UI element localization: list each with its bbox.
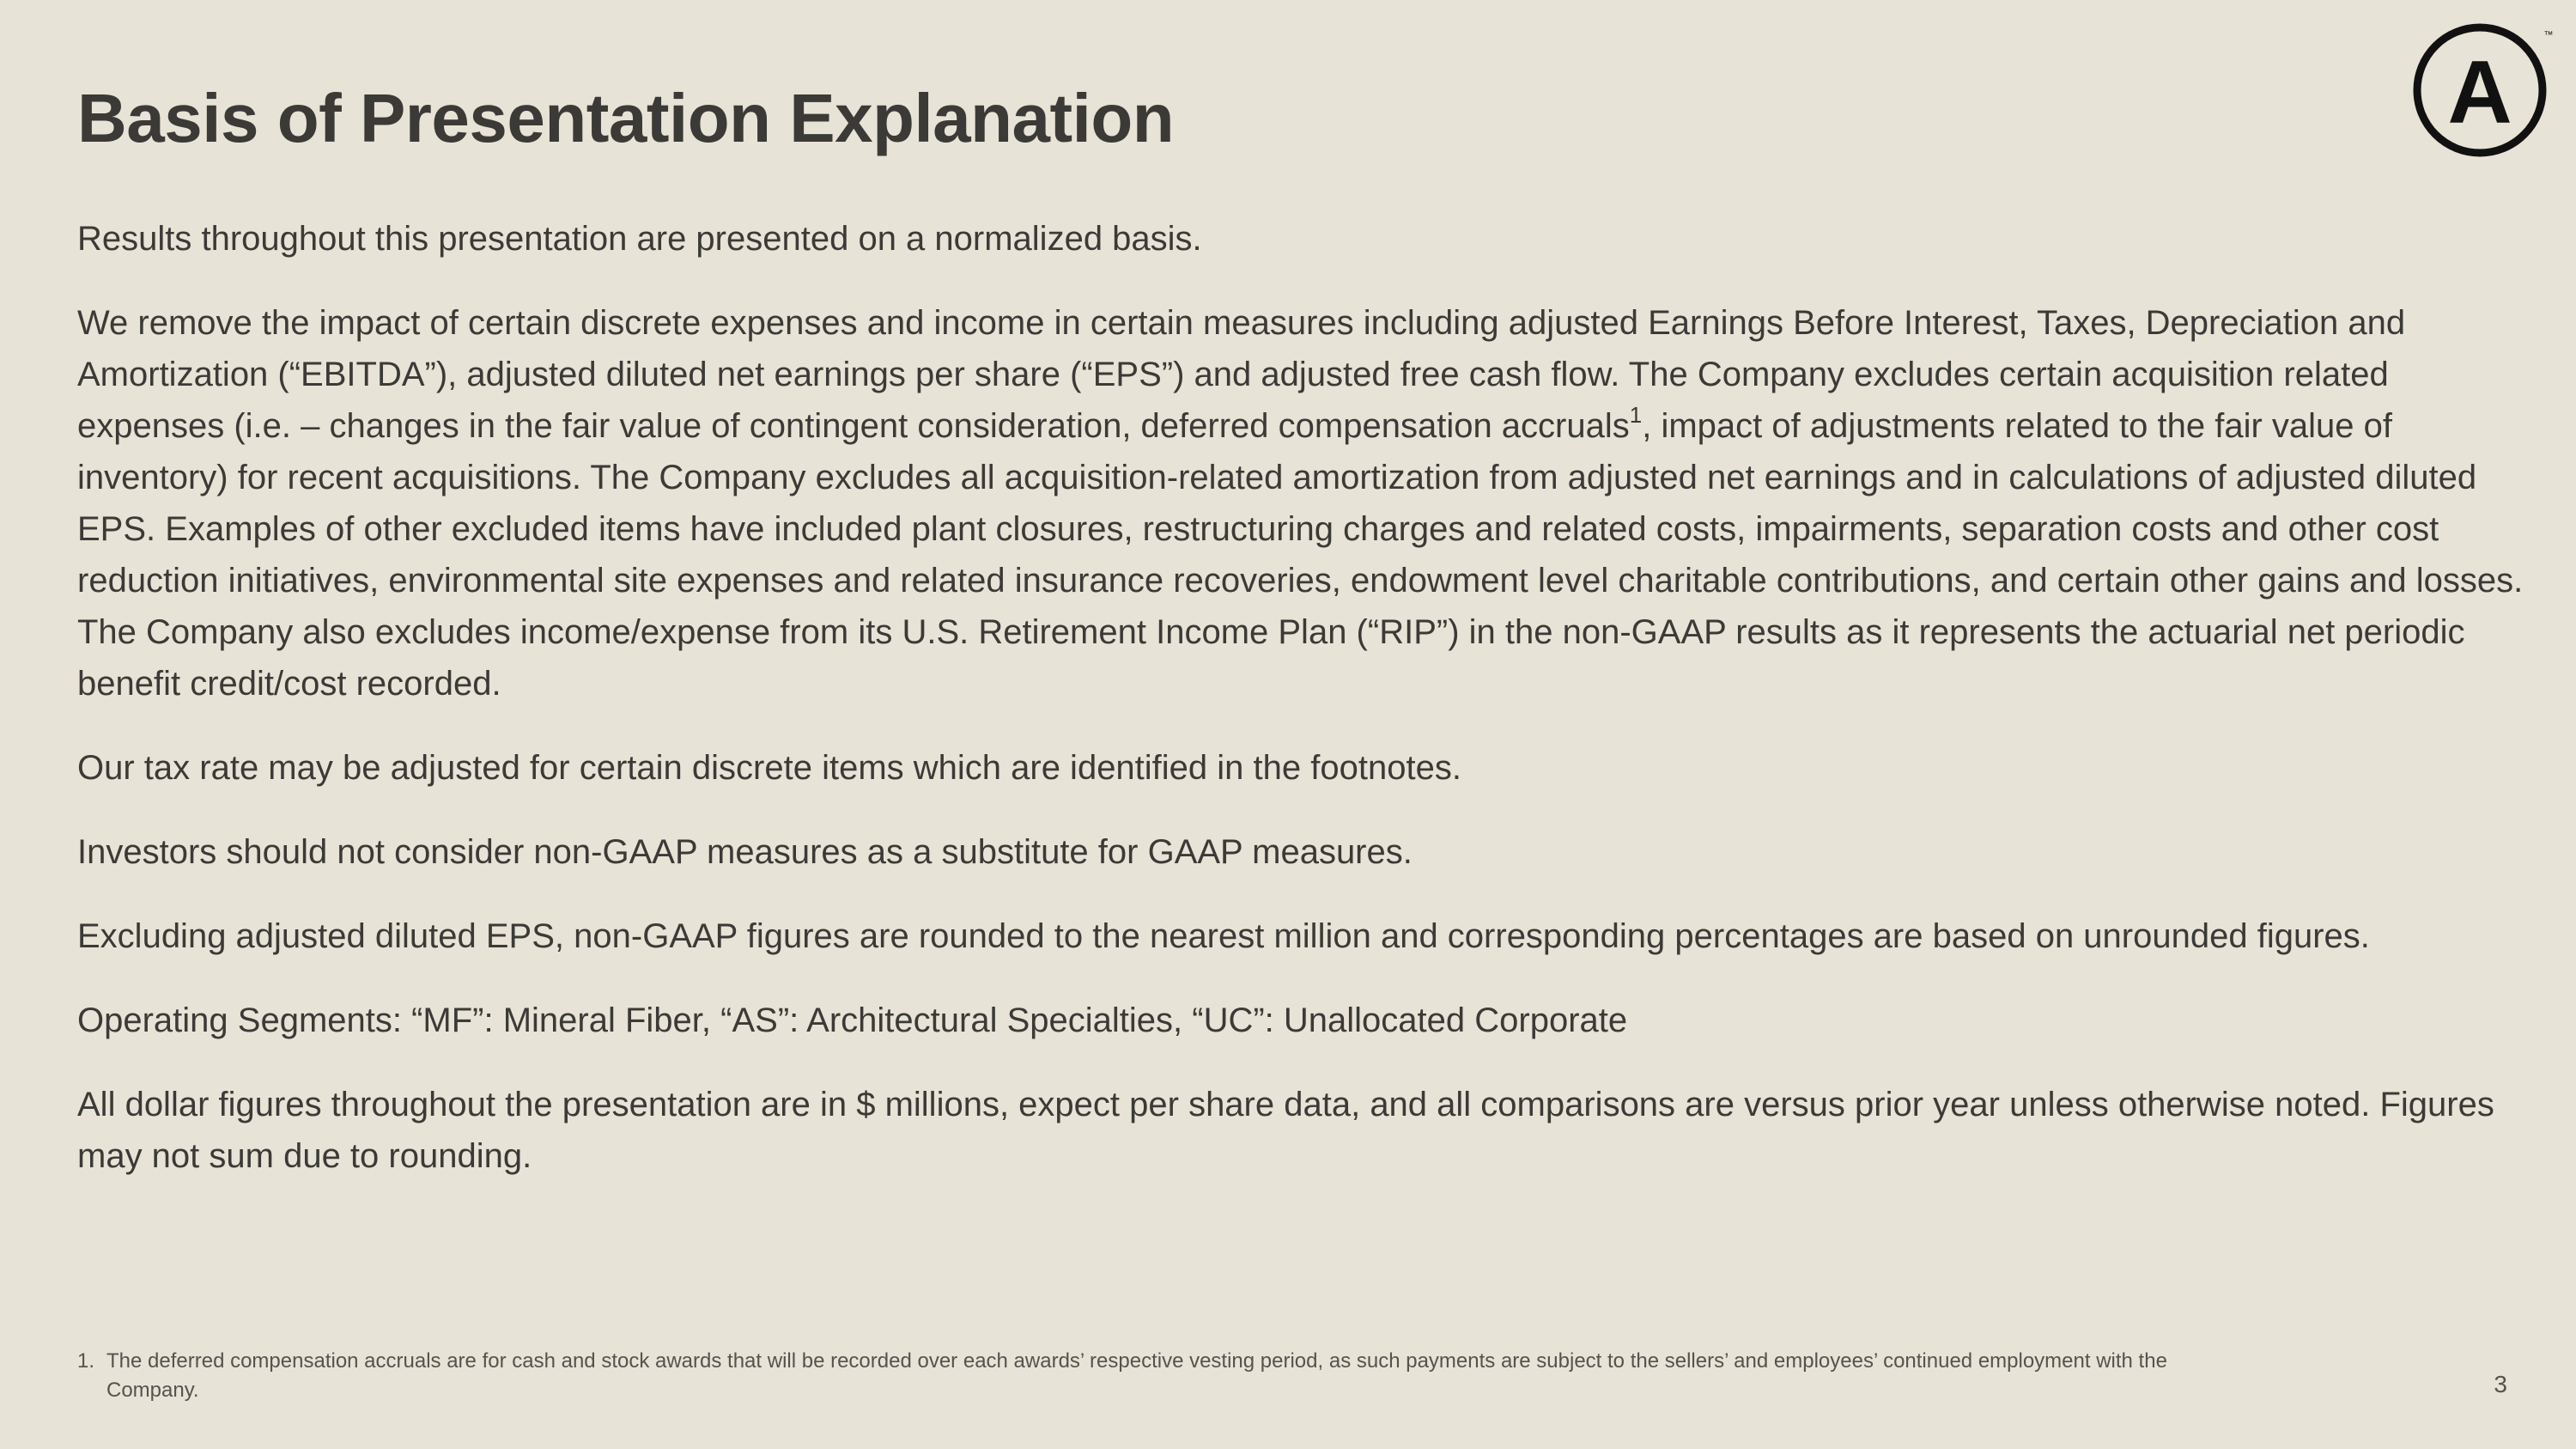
paragraph-normalized-basis: Results throughout this presentation are presented on a normalized basis. bbox=[77, 220, 1202, 258]
paragraph-dollar-figures: All dollar figures throughout the presentation are in $ millions, expect per share data, and all comparisons are versus prior year unless otherwise noted. Figures may not sum due to rounding. bbox=[77, 1086, 2494, 1175]
paragraph-adjustments bbox=[77, 297, 2542, 709]
paragraph-adjustments-part1: We remove the impact of certain discrete expenses and income in certain measures including adjusted Earnings Before Interest, Taxes, Depreciation and Amortization (“EBITDA”), adjusted diluted net earnings per share (“EPS”) and adjusted free cash flow. The Company excludes certain acquisition related expenses (i.e. – changes in the fair value of contingent consideration, deferred compensation accruals bbox=[77, 304, 2406, 445]
body-text bbox=[77, 213, 2542, 1215]
footnote-text: The deferred compensation accruals are for cash and stock awards that will be recorded over each awards’ respective vesting period, as such payments are subject to the sellers’ and employees’ continued employment with the Company. bbox=[106, 1349, 2167, 1402]
footnote-number: 1. bbox=[77, 1349, 95, 1373]
armstrong-a-logo-icon bbox=[2411, 19, 2557, 165]
footnote-reference: 1 bbox=[1629, 402, 1643, 429]
paragraph-rounding: Excluding adjusted diluted EPS, non-GAAP figures are rounded to the nearest million and corresponding percentages are based on unrounded figures. bbox=[77, 917, 2370, 955]
paragraph-operating-segments: Operating Segments: “MF”: Mineral Fiber, “AS”: Architectural Specialties, “UC”: Unallocated Corporate bbox=[77, 1002, 1628, 1039]
paragraph-adjustments-part2: , impact of adjustments related to the fair value of inventory) for recent acquisitions. The Company excludes all acquisition-related amortization from adjusted net earnings and in calculations of adjusted diluted EPS. Examples of other excluded items have included plant closures, restructuring charges and related costs, impairments, separation costs and other cost reduction initiatives, environmental site expenses and related insurance recoveries, endowment level charitable contributions, and certain other gains and losses. The Company also excludes income/expense from its U.S. Retirement Income Plan (“RIP”) in the non-GAAP results as it represents the actuarial net periodic benefit credit/cost recorded. bbox=[77, 407, 2524, 703]
footnote bbox=[77, 1347, 2241, 1405]
paragraph-tax-rate: Our tax rate may be adjusted for certain discrete items which are identified in the footnotes. bbox=[77, 749, 1461, 787]
logo-letter: A bbox=[2447, 43, 2512, 143]
page-number: 3 bbox=[2494, 1371, 2507, 1397]
page-title: Basis of Presentation Explanation bbox=[77, 80, 1175, 156]
paragraph-investors: Investors should not consider non-GAAP measures as a substitute for GAAP measures. bbox=[77, 833, 1413, 871]
logo-trademark: ™ bbox=[2543, 30, 2554, 40]
